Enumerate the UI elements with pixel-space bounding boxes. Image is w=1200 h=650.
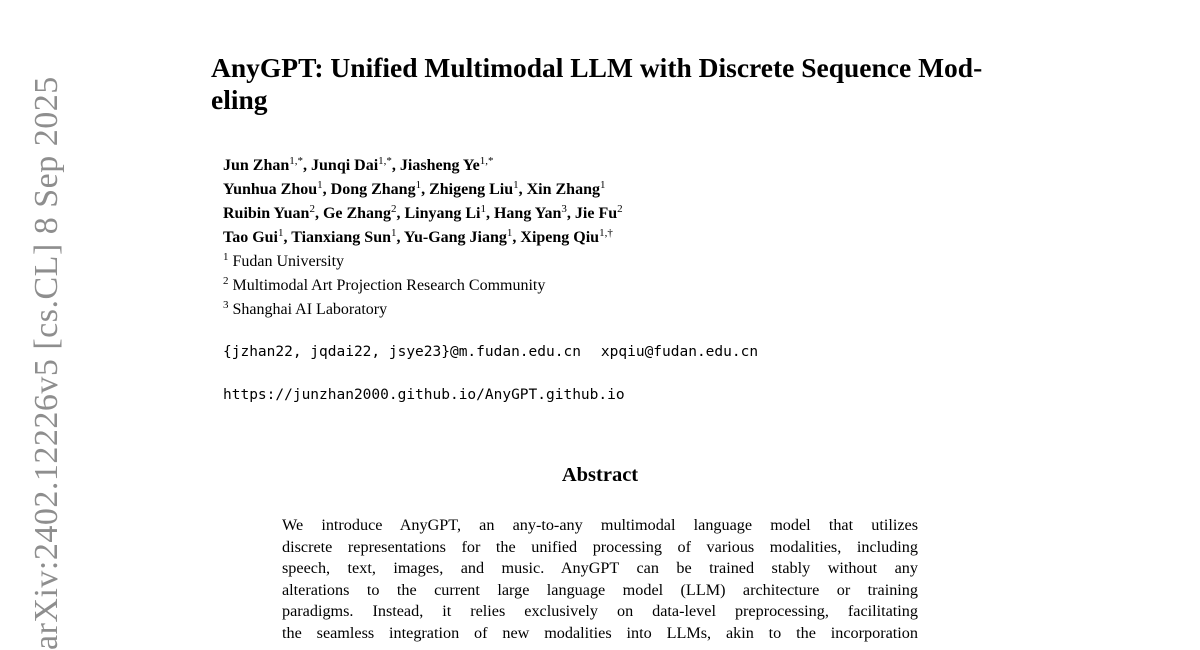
author-affiliation-mark: 1	[480, 203, 486, 215]
author-affiliation-mark: 2	[309, 203, 315, 215]
author-block	[223, 154, 943, 322]
author-separator: ,	[391, 157, 400, 174]
author-name: Junqi Dai	[311, 157, 379, 174]
author-affiliation-mark: 1	[415, 179, 422, 191]
abstract-body	[282, 515, 918, 644]
author-affiliation-mark: 2	[617, 203, 623, 215]
paper-title-line-2: eling	[211, 84, 268, 115]
author-separator: ,	[485, 205, 494, 222]
project-url-link[interactable]: https://junzhan2000.github.io/AnyGPT.github.io	[223, 387, 625, 403]
affiliation-number: 3	[223, 299, 229, 311]
paper-title-line-1: AnyGPT: Unified Multimodal LLM with Discrete Sequence Mod-	[211, 52, 983, 83]
author-name: Jie Fu	[574, 205, 618, 222]
author-separator: ,	[512, 229, 521, 246]
author-affiliation-mark: 1	[278, 227, 284, 239]
author-line-1	[223, 154, 943, 178]
author-line-4	[223, 226, 943, 250]
author-affiliation-mark: 1,*	[289, 155, 304, 167]
affiliation-2	[223, 274, 943, 298]
author-name: Xipeng Qiu	[520, 229, 600, 246]
author-affiliation-mark: 1	[390, 227, 397, 239]
author-name: Tianxiang Sun	[291, 229, 391, 246]
author-name: Ruibin Yuan	[223, 205, 310, 222]
abstract-line: We introduce AnyGPT, an any-to-any multimodal language model that utilizes	[282, 516, 918, 534]
author-affiliation-mark: 1,*	[378, 155, 392, 167]
author-name: Yunhua Zhou	[223, 181, 318, 198]
author-separator: ,	[566, 205, 575, 222]
arxiv-identifier-stamp: arXiv:2402.12226v5 [cs.CL] 8 Sep 2025	[28, 76, 65, 650]
author-affiliation-mark: 1,†	[599, 227, 613, 239]
affiliation-3	[223, 298, 943, 322]
abstract-line: paradigms. Instead, it relies exclusively on data-level preprocessing, facilitating	[282, 602, 918, 620]
author-name: Zhigeng Liu	[429, 181, 514, 198]
affiliation-name: Shanghai AI Laboratory	[232, 301, 388, 318]
author-affiliation-mark: 1	[506, 227, 513, 239]
abstract-line: discrete representations for the unified processing of various modalities, including	[282, 537, 918, 556]
author-name: Linyang Li	[404, 205, 481, 222]
abstract-heading: Abstract	[561, 464, 639, 486]
author-separator: ,	[303, 157, 312, 174]
author-separator: ,	[396, 205, 405, 222]
abstract-line: speech, text, images, and music. AnyGPT can be trained stably without any	[282, 559, 918, 577]
author-affiliation-mark: 3	[561, 203, 567, 215]
affiliation-name: Fudan University	[232, 253, 345, 270]
affiliation-name: Multimodal Art Projection Research Community	[232, 277, 546, 294]
author-separator: ,	[322, 181, 331, 198]
author-separator: ,	[283, 229, 292, 246]
author-name: Dong Zhang	[330, 181, 416, 198]
author-name: Yu-Gang Jiang	[403, 229, 507, 246]
author-affiliation-mark: 1	[513, 179, 519, 191]
author-affiliation-mark: 1	[599, 179, 606, 191]
author-name: Jiasheng Ye	[399, 157, 480, 174]
affiliation-number: 2	[223, 275, 229, 287]
affiliation-1	[223, 250, 943, 274]
contact-emails	[223, 342, 758, 362]
author-separator: ,	[314, 205, 323, 222]
author-separator: ,	[518, 181, 527, 198]
abstract-line: the seamless integration of new modalities into LLMs, akin to the incorporation	[282, 623, 918, 642]
email-group[interactable]: {jzhan22, jqdai22, jsye23}@m.fudan.edu.cn	[223, 344, 581, 360]
email-single[interactable]: xpqiu@fudan.edu.cn	[600, 344, 759, 360]
affiliation-number: 1	[223, 251, 229, 263]
author-line-3	[223, 202, 943, 226]
author-affiliation-mark: 1,*	[479, 155, 494, 167]
author-line-2	[223, 178, 943, 202]
author-name: Hang Yan	[493, 205, 562, 222]
author-name: Xin Zhang	[526, 181, 600, 198]
paper-title	[211, 52, 1011, 116]
author-affiliation-mark: 1	[317, 179, 323, 191]
author-name: Tao Gui	[223, 229, 278, 246]
author-separator: ,	[396, 229, 404, 246]
author-name: Jun Zhan	[223, 157, 290, 174]
author-separator: ,	[421, 181, 430, 198]
author-name: Ge Zhang	[322, 205, 391, 222]
abstract-line: alterations to the current large language model (LLM) architecture or training	[282, 580, 918, 599]
author-affiliation-mark: 2	[390, 203, 397, 215]
